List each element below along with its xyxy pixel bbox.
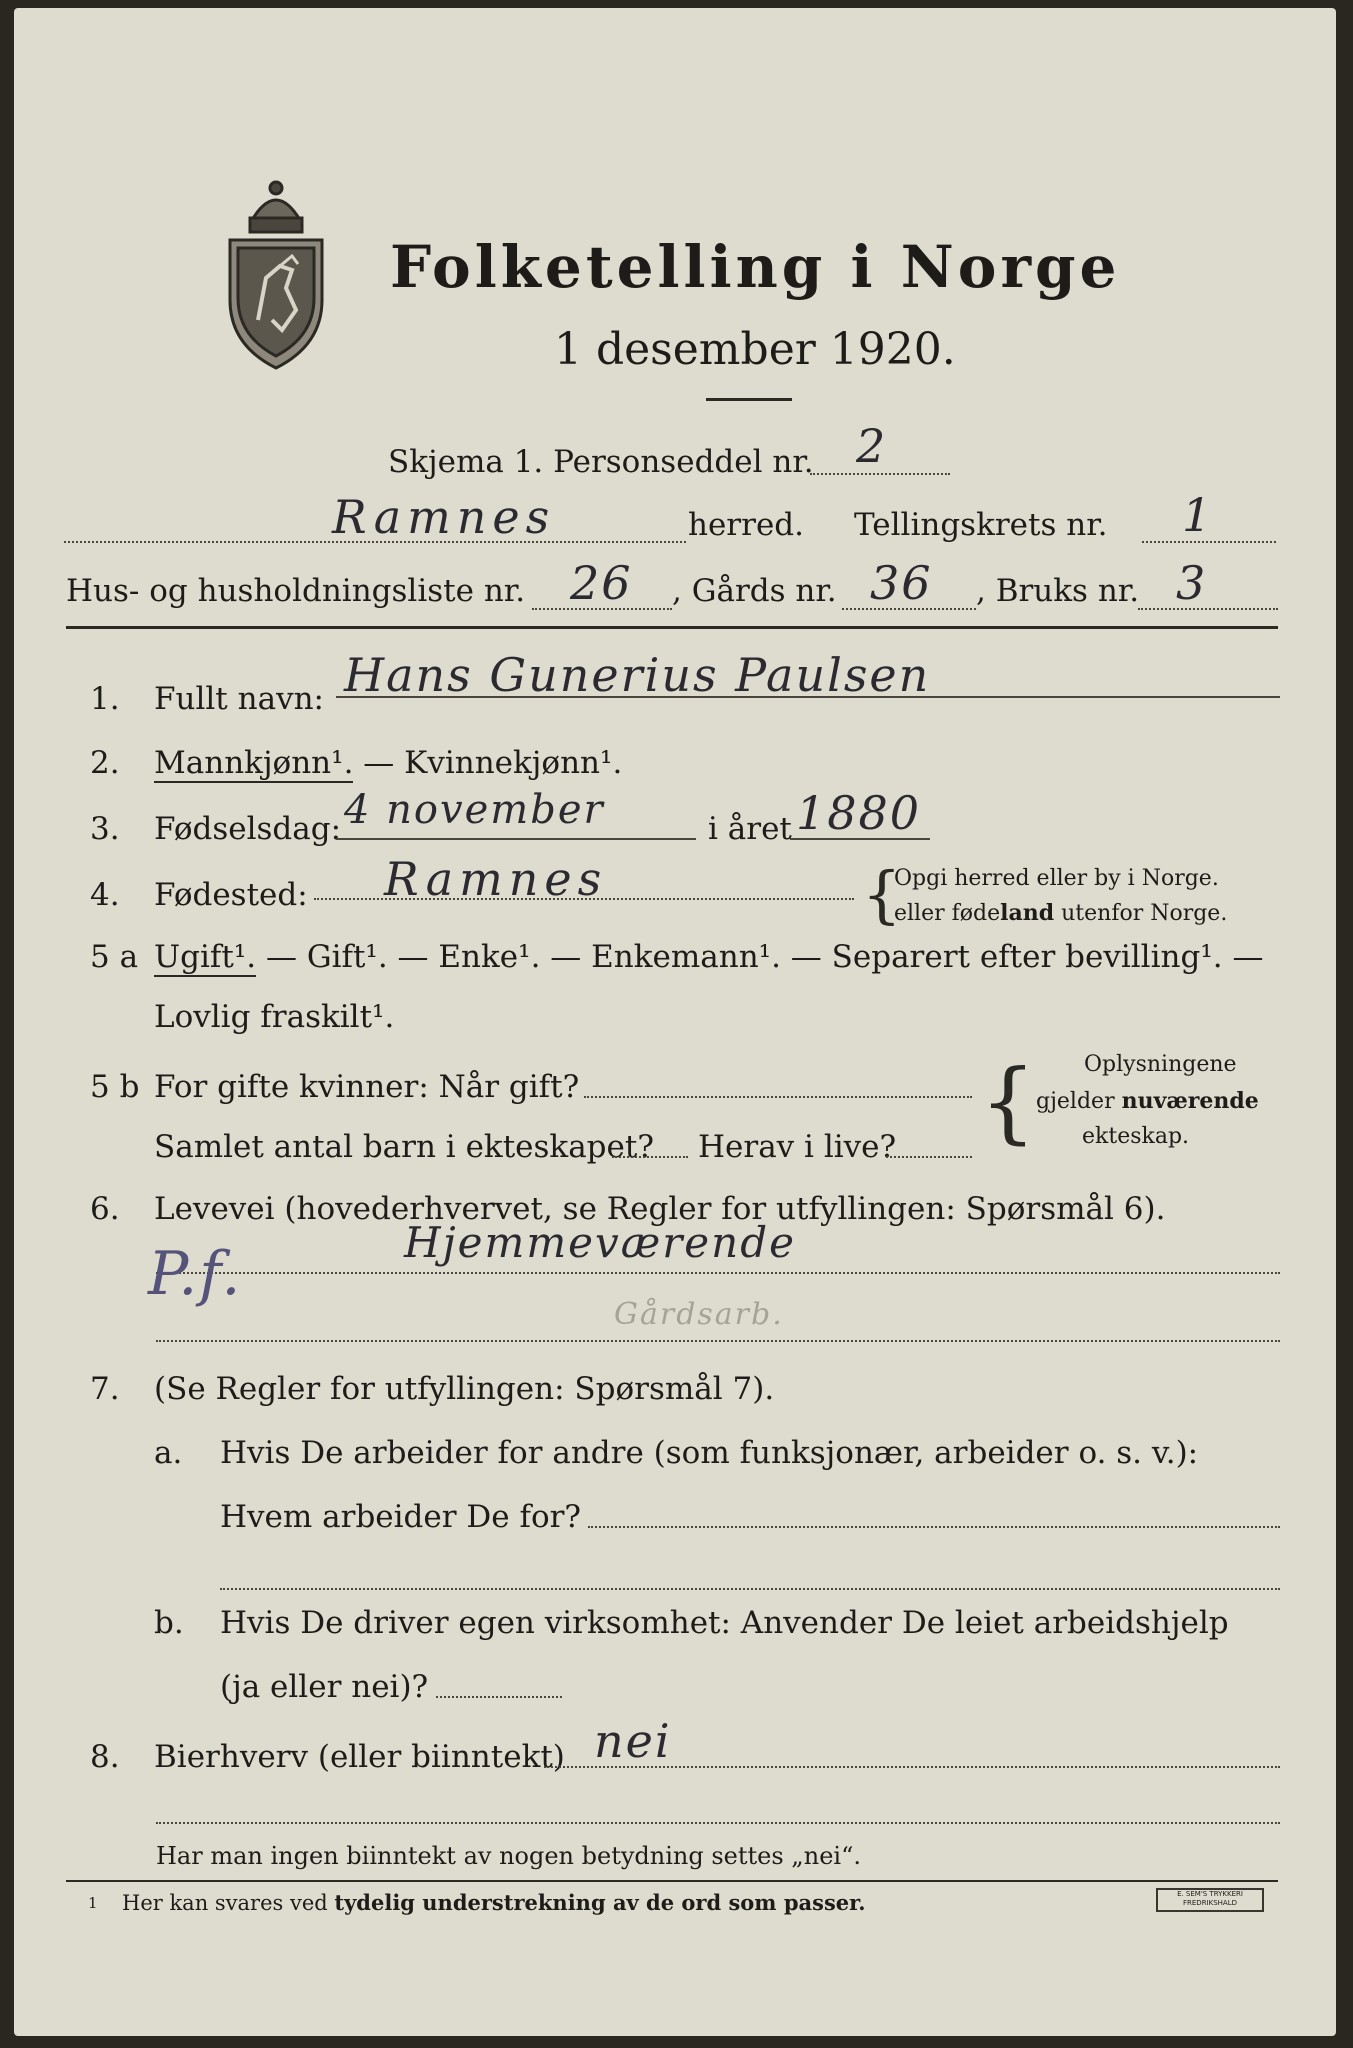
q5b-line3 xyxy=(886,1156,972,1158)
q3-label: Fødselsdag: xyxy=(154,811,342,847)
gender-separator: — xyxy=(353,745,405,781)
q6-line2 xyxy=(156,1340,1280,1342)
q7a-number: a. xyxy=(154,1435,183,1471)
bruks-nr-value: 3 xyxy=(1176,556,1208,610)
q7b-text: Hvis De driver egen virksomhet: Anvender De leiet arbeidshjelp xyxy=(220,1605,1229,1641)
q1-number: 1. xyxy=(90,681,120,717)
q7b-line xyxy=(436,1696,562,1698)
q5b-label2: Samlet antal barn i ekteskapet? xyxy=(154,1129,654,1165)
q4-brace: { xyxy=(862,858,902,931)
gards-nr-value: 36 xyxy=(870,556,933,610)
q3-year-label: i året xyxy=(708,811,792,847)
q5b-label3: Herav i live? xyxy=(698,1129,897,1165)
q5b-note3: ekteskap. xyxy=(1082,1124,1190,1149)
gards-label: , Gårds nr. xyxy=(672,573,837,609)
q6-number: 6. xyxy=(90,1191,120,1227)
q7b-number: b. xyxy=(154,1605,184,1641)
q5a-other-options: — Gift¹. — Enke¹. — Enkemann¹. — Separert efter bevilling¹. — xyxy=(256,939,1264,975)
q3-day-line xyxy=(336,838,696,840)
ugift-option: Ugift¹. xyxy=(154,939,257,975)
q8-label: Bierhverv (eller biinntekt) xyxy=(154,1739,565,1775)
q6-label: Levevei (hovederhvervet, se Regler for utfyllingen: Spørsmål 6). xyxy=(154,1191,1166,1227)
herred-value: Ramnes xyxy=(332,490,556,544)
gender-male-option: Mannkjønn¹. xyxy=(154,745,354,781)
side-income-value: nei xyxy=(594,1714,672,1768)
printer-stamp-line1: E. SEM'S TRYKKERI xyxy=(1177,1890,1243,1898)
q1-label: Fullt navn: xyxy=(154,681,324,717)
q7-number: 7. xyxy=(90,1371,120,1407)
q4-note-line1: Opgi herred eller by i Norge. xyxy=(894,866,1219,891)
q4-label: Fødested: xyxy=(154,877,308,913)
form-title: Folketelling i Norge xyxy=(390,233,1121,301)
q5b-number: 5 b xyxy=(90,1069,140,1105)
q2-gender xyxy=(154,745,623,781)
footer-rule xyxy=(66,1880,1278,1882)
title-divider xyxy=(706,398,792,401)
q5b-note1: Oplysningene xyxy=(1084,1052,1237,1077)
footnote-a: Her kan svares ved xyxy=(122,1891,335,1915)
bruks-label: , Bruks nr. xyxy=(976,573,1140,609)
q4-note-line2 xyxy=(894,902,1227,925)
schema-label: Skjema 1. Personseddel nr. xyxy=(388,444,814,480)
footer-note: Har man ingen biinntekt av nogen betydning settes „nei“. xyxy=(156,1842,861,1870)
q5b-note2 xyxy=(1036,1090,1259,1113)
occupation-value: Hjemmeværende xyxy=(404,1218,796,1267)
occupation-faint-value: Gårdsarb. xyxy=(614,1297,784,1332)
q4-note-a: eller føde xyxy=(894,901,1001,926)
q5b-note2a: gjelder xyxy=(1036,1089,1122,1114)
birthplace-value: Ramnes xyxy=(384,852,608,906)
q8-number: 8. xyxy=(90,1739,120,1775)
q5a-options xyxy=(154,939,1264,975)
full-name-value: Hans Gunerius Paulsen xyxy=(344,648,931,702)
census-date: 1 desember 1920. xyxy=(554,324,956,375)
gender-female-option: Kvinnekjønn¹. xyxy=(404,745,623,781)
q5b-line2 xyxy=(612,1156,688,1158)
q5a-number: 5 a xyxy=(90,939,139,975)
herred-label: herred. xyxy=(688,507,804,543)
q7a-line1 xyxy=(588,1526,1280,1528)
personseddel-nr-value: 2 xyxy=(856,419,888,473)
footnote-text xyxy=(122,1892,866,1914)
liste-label: Hus- og husholdningsliste nr. xyxy=(66,573,526,609)
tellingskrets-label: Tellingskrets nr. xyxy=(854,507,1108,543)
q7a-text2: Hvem arbeider De for? xyxy=(220,1499,582,1535)
q7b-text2: (ja eller nei)? xyxy=(220,1669,429,1705)
q8-line2 xyxy=(156,1822,1280,1824)
q7a-line2 xyxy=(220,1588,1280,1590)
q4-note-b: utenfor Norge. xyxy=(1054,901,1228,926)
q6-annotation: P.f. xyxy=(148,1239,243,1309)
printer-stamp xyxy=(1156,1888,1264,1912)
q4-note-bold: land xyxy=(1000,900,1055,926)
personseddel-line xyxy=(810,473,950,475)
liste-nr-value: 26 xyxy=(570,556,633,610)
footnote-b: tydelig understrekning av de ord som passer. xyxy=(334,1890,866,1915)
q5b-brace: { xyxy=(980,1050,1036,1153)
q6-line1 xyxy=(156,1272,1280,1274)
footnote-number: 1 xyxy=(88,1894,98,1912)
q5b-line1 xyxy=(584,1096,972,1098)
header-rule xyxy=(66,626,1278,629)
q2-number: 2. xyxy=(90,745,120,781)
q4-number: 4. xyxy=(90,877,120,913)
birth-day-value: 4 november xyxy=(344,787,605,833)
q5a-line2: Lovlig fraskilt¹. xyxy=(154,999,395,1035)
q7a-text: Hvis De arbeider for andre (som funksjonær, arbeider o. s. v.): xyxy=(220,1435,1199,1471)
q5b-label1: For gifte kvinner: Når gift? xyxy=(154,1069,580,1105)
bruks-line xyxy=(1138,608,1278,610)
coat-of-arms-icon xyxy=(222,170,330,370)
q5b-note2b: nuværende xyxy=(1121,1088,1259,1114)
printer-stamp-line2: FREDRIKSHALD xyxy=(1182,1899,1237,1907)
birth-year-value: 1880 xyxy=(796,786,922,840)
census-form xyxy=(14,8,1336,2036)
q3-number: 3. xyxy=(90,811,120,847)
q7-label: (Se Regler for utfyllingen: Spørsmål 7). xyxy=(154,1371,775,1407)
tellingskrets-nr-value: 1 xyxy=(1182,488,1214,542)
